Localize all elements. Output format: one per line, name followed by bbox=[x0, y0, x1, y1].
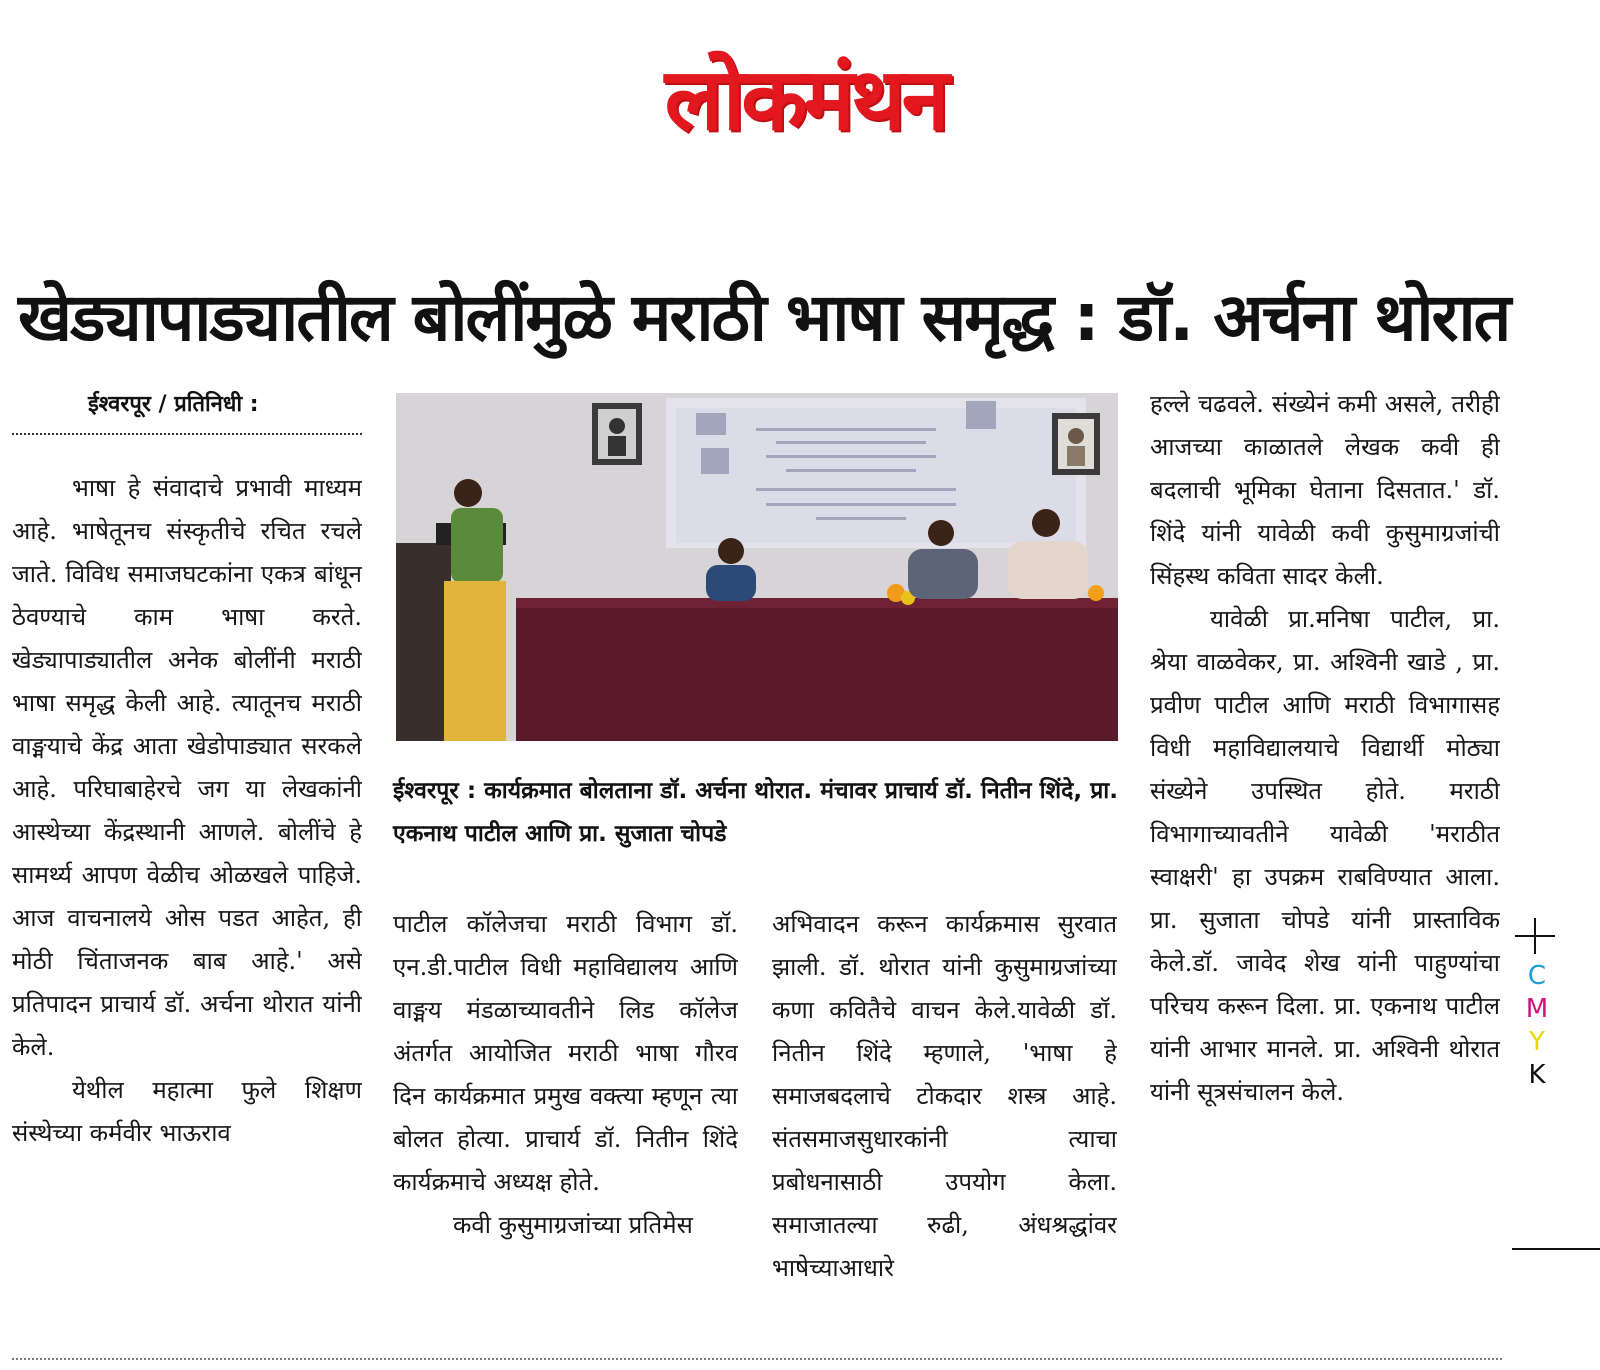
newspaper-masthead bbox=[650, 5, 960, 195]
paragraph: कवी कुसुमाग्रजांच्या प्रतिमेस bbox=[453, 1211, 693, 1239]
cmyk-color-bar bbox=[1522, 960, 1552, 1092]
paragraph: भाषा हे संवादाचे प्रभावी माध्यम आहे. भाषेतूनच संस्कृतीचे रचित रचले जाते. विविध समाजघटकांना एकत्र बांधून ठेवण्याचे काम भाषा करते. खेड्यापाड्यातील अनेक बोलींनी मराठी भाषा समृद्ध केली आहे. त्यातूनच मराठी वाङ्मयाचे केंद्र आता खेडोपाड्यात सरकले आहे. परिघाबाहेरचे जग या लेखकांनी आस्थेच्या केंद्रस्थानी आणले. बोलींचे हे सामर्थ्य आपण वेळीच ओळखले पाहिजे. आज वाचनालये ओस पडत आहेत, ही मोठी चिंताजनक बाब आहे.' असे प्रतिपादन प्राचार्य डॉ. अर्चना थोरात यांनी केले. bbox=[12, 474, 362, 1061]
stage-event-photo-icon bbox=[396, 393, 1118, 741]
article-column-3 bbox=[772, 903, 1117, 1328]
article-column-4 bbox=[1150, 383, 1500, 1328]
byline: ईश्वरपूर / प्रतिनिधी : bbox=[88, 392, 259, 417]
article-column-1 bbox=[12, 467, 362, 1327]
photo-caption: ईश्वरपूर : कार्यक्रमात बोलताना डॉ. अर्चना थोरात. मंचावर प्राचार्य डॉ. नितीन शिंदे, प्रा. एकनाथ पाटील आणि प्रा. सुजाता चोपडे bbox=[393, 778, 1118, 847]
registration-mark-right bbox=[1512, 1248, 1600, 1250]
headline: खेड्यापाड्यातील बोलींमुळे मराठी भाषा समृद्ध : डॉ. अर्चना थोरात bbox=[18, 279, 1510, 356]
masthead-logo: लोकमंथन bbox=[664, 50, 946, 150]
cmyk-letter-m: M bbox=[1525, 994, 1549, 1024]
page-bottom-rule bbox=[12, 1358, 1502, 1360]
cmyk-letter-k: K bbox=[1528, 1060, 1546, 1090]
registration-mark-vertical bbox=[1534, 918, 1536, 954]
byline-divider bbox=[12, 433, 362, 435]
paragraph: पाटील कॉलेजचा मराठी विभाग डॉ. एन.डी.पाटील विधी महाविद्यालय आणि वाङ्मय मंडळाच्यावतीने लिड कॉलेज अंतर्गत आयोजित मराठी भाषा गौरव दिन कार्यक्रमात प्रमुख वक्त्या म्हणून त्या बोलत होत्या. प्राचार्य डॉ. नितीन शिंदे कार्यक्रमाचे अध्यक्ष होते. bbox=[393, 910, 738, 1196]
article-column-2 bbox=[393, 903, 738, 1328]
paragraph: हल्ले चढवले. संख्येनं कमी असले, तरीही आजच्या काळातले लेखक कवी ही बदलाची भूमिका घेताना दिसतात.' डॉ. शिंदे यांनी यावेळी कवी कुसुमाग्रजांची सिंहस्थ कविता सादर केली. bbox=[1150, 390, 1500, 590]
paragraph: यावेळी प्रा.मनिषा पाटील, प्रा. श्रेया वाळवेकर, प्रा. अश्विनी खाडे , प्रा. प्रवीण पाटील आणि मराठी विभागासह विधी महाविद्यालयाचे विद्यार्थी मोठ्या संख्येने उपस्थित होते. मराठी विभागाच्यावतीने यावेळी 'मराठीत स्वाक्षरी' हा उपक्रम राबविण्यात आला. प्रा. सुजाता चोपडे यांनी प्रास्ताविक केले.डॉ. जावेद शेख यांनी पाहुण्यांचा परिचय करून दिला. प्रा. एकनाथ पाटील यांनी आभार मानले. प्रा. अश्विनी थोरात यांनी सूत्रसंचालन केले. bbox=[1150, 605, 1500, 1106]
cmyk-letter-y: Y bbox=[1529, 1027, 1545, 1057]
event-photo bbox=[396, 393, 1118, 741]
cmyk-letter-c: C bbox=[1527, 961, 1547, 991]
paragraph: येथील महात्मा फुले शिक्षण संस्थेच्या कर्मवीर भाऊराव bbox=[12, 1076, 362, 1147]
paragraph: अभिवादन करून कार्यक्रमास सुरवात झाली. डॉ. थोरात यांनी कुसुमाग्रजांच्या कणा कवितैचे वाचन केले.यावेळी डॉ. नितीन शिंदे म्हणाले, 'भाषा हे समाजबदलाचे टोकदार शस्त्र आहे. संतसमाजसुधारकांनी त्याचा प्रबोधनासाठी उपयोग केला. समाजातल्या रुढी, अंधश्रद्धांवर भाषेच्याआधारे bbox=[772, 910, 1117, 1282]
